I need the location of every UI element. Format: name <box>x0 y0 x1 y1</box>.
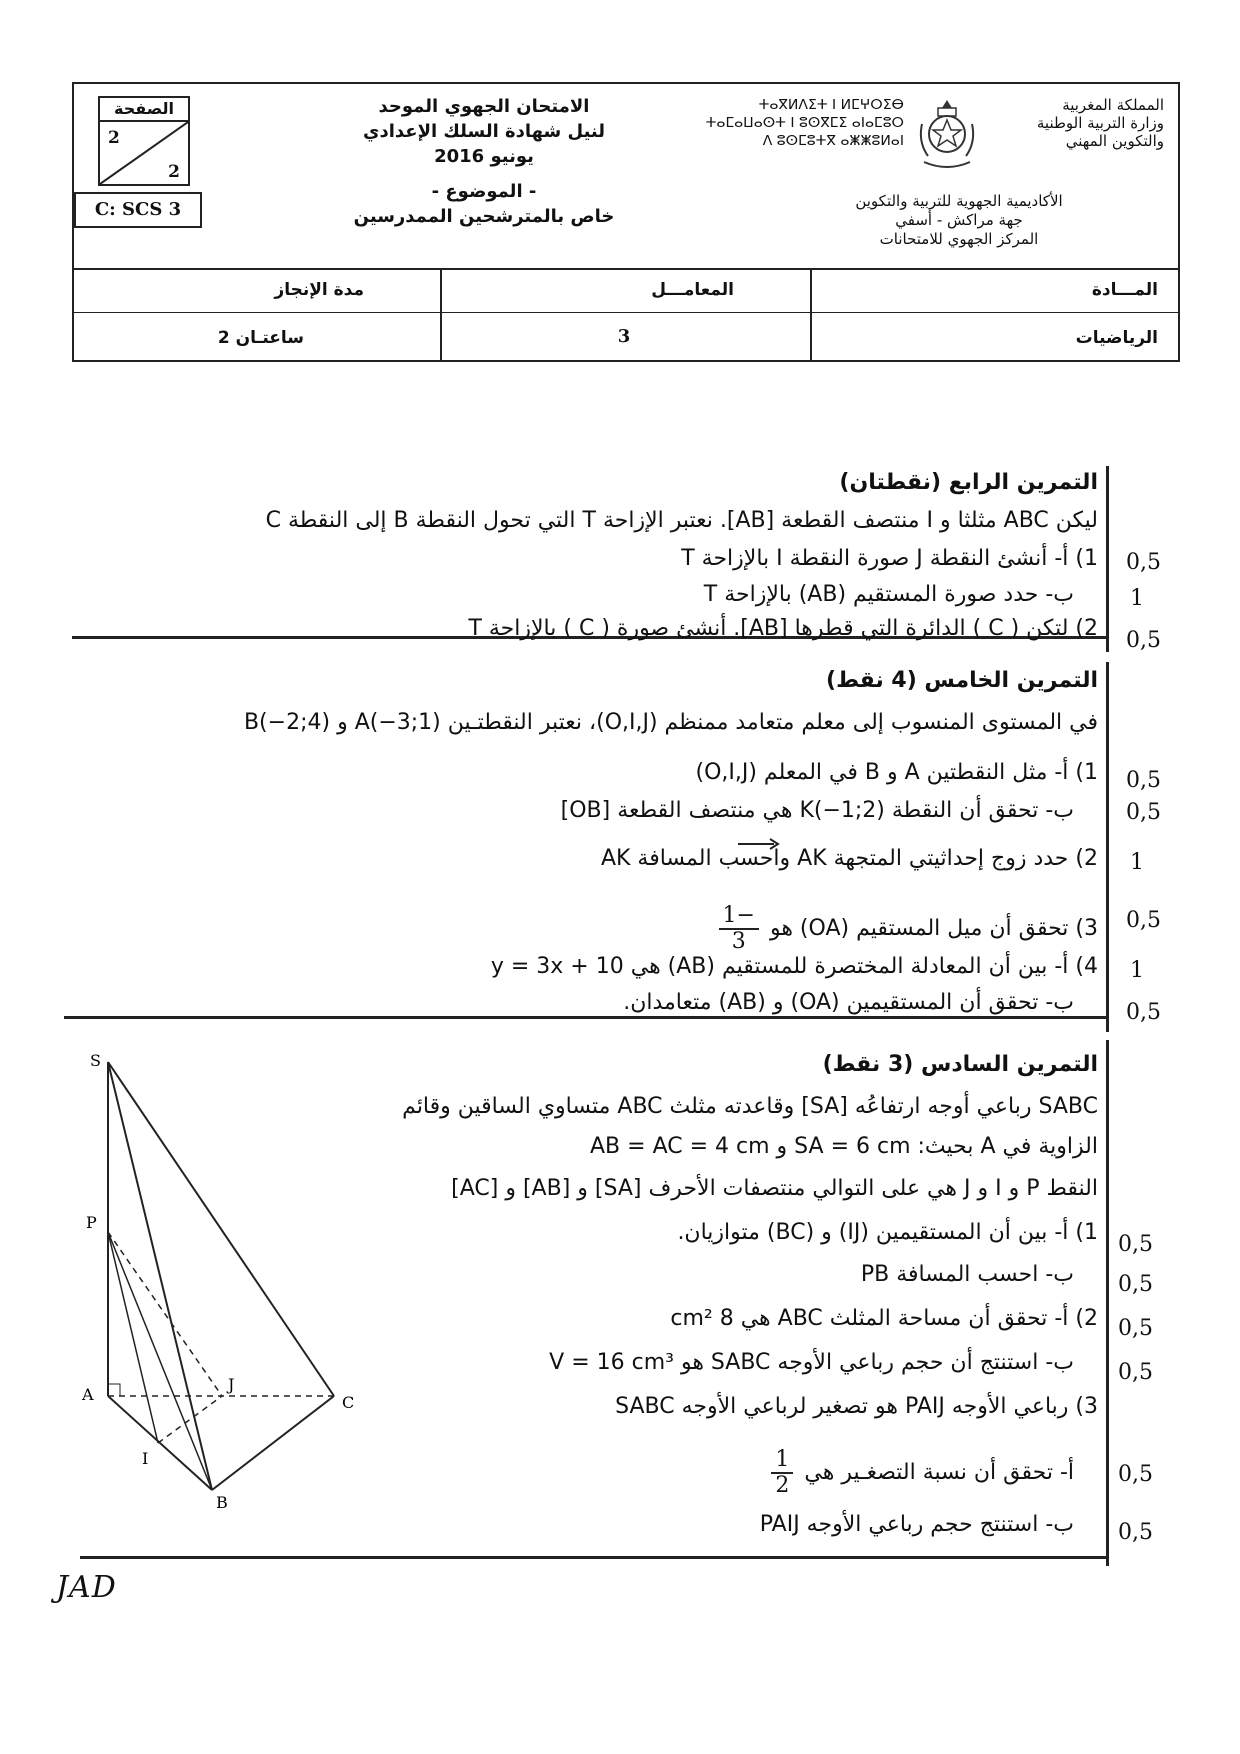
label-B: B <box>216 1493 228 1510</box>
header-divider <box>74 268 1178 270</box>
label-P: P <box>86 1213 97 1232</box>
exam-title-block <box>314 94 654 229</box>
score-margin-rule <box>1106 662 1109 1032</box>
ex6-q3a-text: أ- تحقق أن نسبة التصغـير هي <box>804 1460 1074 1486</box>
label-J: J <box>228 1375 235 1394</box>
ex6-q3b: ب- استنتج حجم رباعي الأوجه PAIJ <box>759 1512 1074 1537</box>
ex5-q2: 2) حدد زوج إحداثيتي المتجهة AK واحسب المسافة AK <box>600 846 1098 871</box>
label-S: S <box>90 1051 101 1070</box>
ex5-q3-text: 3) تحقق أن ميل المستقيم (OA) هو <box>769 916 1098 942</box>
ex4-intro: ليكن ABC مثلثا و I منتصف القطعة [AB]. نعتبر الإزاحة T التي تحول النقطة B إلى النقطة C <box>265 508 1098 533</box>
ex6-intro3: النقط P و I و J هي على التوالي منتصفات الأحرف [SA] و [AB] و [AC] <box>451 1176 1098 1201</box>
score: 1 <box>1130 850 1144 875</box>
ex6-q2a: 2) أ- تحقق أن مساحة المثلث ABC هي 8 cm² <box>670 1306 1098 1331</box>
ex4-q2: 2) لتكن ( C ) الدائرة التي قطرها [AB]. أنشئ صورة ( C ) بالإزاحة T <box>468 616 1098 641</box>
score: 0,5 <box>1118 1360 1153 1385</box>
table-header-duration: مدة الإنجاز <box>274 280 364 300</box>
score: 0,5 <box>1126 908 1161 933</box>
signature: JAD <box>56 1570 117 1605</box>
page-label: الصفحة <box>100 98 188 122</box>
academy-line: المركز الجهوي للامتحانات <box>879 230 1039 248</box>
score: 0,5 <box>1118 1520 1153 1545</box>
table-row-divider <box>74 312 1178 313</box>
exam-date: يونيو 2016 <box>434 146 534 167</box>
score: 0,5 <box>1126 550 1161 575</box>
table-value-coef: 3 <box>617 326 631 347</box>
moroccan-emblem-icon <box>914 94 980 174</box>
edge-SC <box>108 1062 334 1396</box>
fraction-numerator: 1 <box>771 1448 793 1474</box>
table-header-coef: المعامـــل <box>651 280 734 300</box>
label-I: I <box>142 1449 149 1468</box>
score: 1 <box>1130 586 1144 611</box>
subject-label: - الموضوع - <box>431 181 537 202</box>
tifinagh-line: ⵜⴰⴳⵍⴷⵉⵜ ⵏ ⵍⵎⵖⵔⵉⴱ <box>758 97 904 113</box>
exam-header <box>72 82 1180 362</box>
score: 0,5 <box>1118 1272 1153 1297</box>
section-rule <box>80 1556 1108 1559</box>
score: 0,5 <box>1126 1000 1161 1025</box>
page-number-box <box>98 96 190 186</box>
fraction-one-half <box>771 1448 793 1498</box>
score-margin-rule <box>1106 1040 1109 1566</box>
ex6-q1b: ب- احسب المسافة PB <box>860 1262 1074 1287</box>
ex4-title: التمرين الرابع (نقطتان) <box>839 470 1098 495</box>
academy-line: جهة مراكش - أسفي <box>895 211 1023 229</box>
score: 0,5 <box>1118 1316 1153 1341</box>
section-rule <box>64 1016 1108 1019</box>
ex5-intro: في المستوى المنسوب إلى معلم متعامد ممنظم (O,I,J)، نعتبر النقطتـين A(−3;1) و B(−2;4) <box>243 710 1098 735</box>
score: 0,5 <box>1118 1232 1153 1257</box>
ex4-q1b: ب- حدد صورة المستقيم (AB) بالإزاحة T <box>703 582 1074 607</box>
kingdom-block <box>994 96 1164 150</box>
edge-SB <box>108 1062 212 1490</box>
candidates-label: خاص بالمترشحين الممدرسين <box>353 206 615 227</box>
kingdom-line: المملكة المغربية <box>1062 96 1164 114</box>
score: 0,5 <box>1118 1462 1153 1487</box>
right-angle-mark <box>108 1384 120 1396</box>
exam-title: الامتحان الجهوي الموحد <box>378 96 590 117</box>
table-col-divider <box>440 268 442 362</box>
tifinagh-line: ⴷ ⵓⵙⵎⵓⵜⴳ ⴰⵥⵥⵓⵍⴰⵏ <box>762 133 904 149</box>
fraction-denominator: 3 <box>731 929 746 955</box>
ex6-intro1: SABC رباعي أوجه ارتفاعُه [SA] وقاعدته مثلث ABC متساوي الساقين وقائم <box>402 1094 1098 1119</box>
score: 0,5 <box>1126 628 1161 653</box>
score: 0,5 <box>1126 800 1161 825</box>
score-margin-rule <box>1106 466 1109 652</box>
ex6-q3: 3) رباعي الأوجه PAIJ هو تصغير لرباعي الأوجه SABC <box>615 1394 1098 1419</box>
ex6-q1a: 1) أ- بين أن المستقيمين (IJ) و (BC) متوازيان. <box>677 1220 1098 1245</box>
kingdom-line: وزارة التربية الوطنية <box>1036 114 1164 132</box>
edge-AB <box>108 1396 212 1490</box>
fraction-numerator: −1 <box>719 904 759 930</box>
tifinagh-line: ⵜⴰⵎⴰⵡⴰⵙⵜ ⵏ ⵓⵙⴳⵎⵉ ⴰⵏⴰⵎⵓⵔ <box>705 115 904 131</box>
exam-subtitle: لنيل شهادة السلك الإعدادي <box>362 121 606 142</box>
table-value-duration: ساعتـان 2 <box>217 328 304 348</box>
ex5-q4b: ب- تحقق أن المستقيمين (OA) و (AB) متعامدان. <box>623 990 1074 1015</box>
ex5-q1b: ب- تحقق أن النقطة K(−1;2) هي منتصف القطعة [OB] <box>560 798 1074 823</box>
academy-block <box>844 192 1074 249</box>
exam-code: C: SCS 3 <box>74 192 202 228</box>
ex4-q1a: 1) أ- أنشئ النقطة J صورة النقطة I بالإزاحة T <box>681 546 1098 571</box>
table-header-subject: المـــادة <box>1091 280 1158 300</box>
page-number: 2 <box>108 128 120 148</box>
ex5-title: التمرين الخامس (4 نقط) <box>826 668 1098 693</box>
fraction-denominator: 2 <box>775 1473 790 1499</box>
ex6-q3a <box>767 1448 1074 1498</box>
ex6-q2b: ب- استنتج أن حجم رباعي الأوجه SABC هو V = 16 cm³ <box>549 1350 1074 1375</box>
table-value-subject: الرياضيات <box>1075 328 1158 348</box>
table-col-divider <box>810 268 812 362</box>
ex6-title: التمرين السادس (3 نقط) <box>822 1052 1098 1077</box>
fraction-minus-one-third <box>719 904 759 954</box>
ex5-q1a: 1) أ- مثل النقطتين A و B في المعلم (O,I,J) <box>695 760 1098 785</box>
tetrahedron-figure <box>70 1050 370 1510</box>
score: 0,5 <box>1126 768 1161 793</box>
score: 1 <box>1130 958 1144 983</box>
kingdom-line: والتكوين المهني <box>1065 132 1164 150</box>
tifinagh-block <box>704 96 904 150</box>
academy-line: الأكاديمية الجهوية للتربية والتكوين <box>855 192 1063 210</box>
ex5-q3 <box>715 904 1098 954</box>
label-A: A <box>82 1385 94 1404</box>
page-total: 2 <box>168 162 180 182</box>
segment-PB <box>108 1232 212 1490</box>
edge-BC <box>212 1396 334 1490</box>
ex5-q4a: 4) أ- بين أن المعادلة المختصرة للمستقيم (AB) هي y = 3x + 10 <box>490 954 1098 979</box>
vector-arrow-icon <box>736 836 780 850</box>
ex6-intro2: الزاوية في A بحيث: SA = 6 cm و AB = AC = 4 cm <box>590 1134 1098 1159</box>
label-C: C <box>342 1393 355 1412</box>
